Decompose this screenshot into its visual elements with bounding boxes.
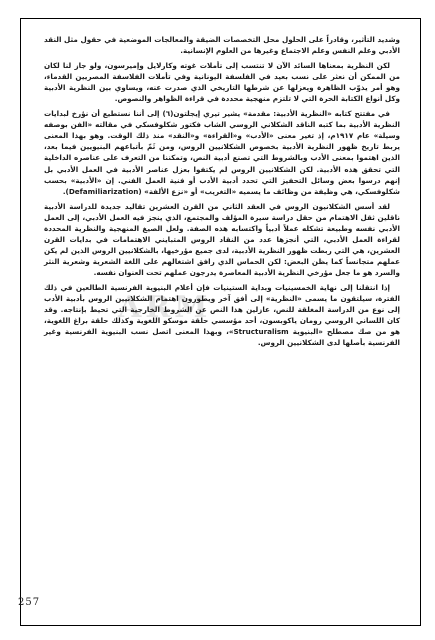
paragraph-text: إلى أننا نستطيع أن نؤرخ لبدايات النظرية الأدبية بما كتبه الناقد الشكلاني الروسي الشاب فكتور شكلوفسكي في مقالته «الفن بوصفه وسيلة» عام ١٩١٧م، إذ تغير معنى «الأدب» و«القراءة» و«النقد» منذ ذلك الوقت. وهو بهذا المعنى يربط تاريخ ظهور النظرية الأدبية بخصوص الشكلانيين الروس، ومن ثَمّ بأتباعهم البنيويين فيما بعد، الذين اهتموا بمعنى الأدب وبالشروط التي تصنع أدبية النص، وتمكننا من التعرف على عناصره الداخلية التي تحقق هذه الأدبية. لكن الشكلانيين الروس لم يكتفوا بعزل عناصر الأدبية في العمل الأدبي بل إنهم درسوا بعض وسائل التحفيز التي تحدد أدبية الأدب أو فنية العمل الفني. إن «الأدبية» بحسب شكلوفسكي، هي وظيفة من وظائف ما يسميه «التغريب» أو «نزع الألفة» xyxy=(44,109,400,196)
paragraph-text: . xyxy=(62,186,66,196)
paragraph-text: لكن النظرية بمعناها السائد الآن لا تنتسب إلى تأملات غوته وكارلايل وإميرسون، ولو جاز لنا لكان من الممكن أن نعثر على نسب بعيد في الفلسفة اليونانية وفي تأملات الفلاسفة المصريين القدماء، وهو أمر يذوّب الظاهرة ويعزلها عن شرطها التاريخي الذي صدرت عنه، ويساوي بين النظرية الأدبية وكل أنواع الكتابة الحرة التي لا تلتزم منهجية محددة في قراءة الظواهر والنصوص. xyxy=(44,61,400,104)
paragraph-text: »، وبهذا المعنى اتصل نسب البنيوية الفرنسية وغير الفرنسية بأصلها لدى الشكلانيين الروس. xyxy=(44,327,400,348)
paragraph-1 xyxy=(44,34,400,56)
paragraph-text: إذا انتقلنا إلى نهاية الخمسينيات وبداية الستينيات فإن أعلام البنيوية الفرنسية الطالعين في ذلك الفترة، سيلتقون ما يسمى «النظرية» إلى أفق آخر ويطورون اهتمام الشكلانيين الروس بأدبية الأدب إلى نوع من الدراسة المغلقة للنص، عازلين هذا النص عن الشروط الخارجية التي تحيط بإنتاجه. وقد كان اللساني الروسي رومان ياكوبسون، أحد مؤسسي حلقة موسكو اللغوية وكذلك حلقة براغ اللغوية، هو من صك مصطلح «البنيوية xyxy=(44,282,400,337)
paragraph-5 xyxy=(44,282,400,348)
footnote-marker[interactable]: (٦) xyxy=(162,109,174,119)
paragraph-text: في مفتتح كتابه «النظرية الأدبية: مقدمة» يشير تيري إيجلتون xyxy=(173,109,390,119)
page-number: 257 xyxy=(18,597,41,608)
latin-term: (Defamiliarization) xyxy=(65,186,142,196)
watermark: ARM xyxy=(118,290,212,325)
paragraph-2 xyxy=(44,60,400,104)
paragraph-text: لقد أسس الشكلانيون الروس في العقد الثاني من القرن العشرين تقاليد جديدة للدراسة الأدبية ناقلين ثقل الاهتمام من حقل دراسة سيرة المؤلف والمجتمع، الذي ينجز فيه العمل الأدبي، إلى العمل الأدبي نفسه وطبيعة تشكله عملاً أدبياً واكتسابه هذه الصفة. ولعل الصيغ المنهجية والنظرية المحددة لقراءة العمل الأدبي، التي أنجزها عدد من النقاد الروس المتبايني الاهتمامات في بدايات القرن العشرين، هي التي ربطت ظهور النظرية الأدبية، لدى جميع مؤرخيها، بالشكلانيين الروس الذين لم يكن عملهم متجانساً كما يظن البعض: لكن الحماس الذي رافق اشتغالهم على اللغة الشعرية وشعرية النثر والسرد هو ما جعل مؤرخي النظرية الأدبية المعاصرة يدرجون عملهم تحت العنوان نفسه. xyxy=(44,201,400,277)
body-text xyxy=(44,34,400,352)
paragraph-4 xyxy=(44,201,400,278)
paragraph-3 xyxy=(44,108,400,196)
latin-term: Structuralism xyxy=(233,327,289,337)
paragraph-text: وشديد التأثير، وقادراً على الحلول محل التخصصات الضيقة والمعالجات الموضعية في حقول مثل النقد الأدبي وعلم النفس وعلم الاجتماع وغيرها من العلوم الإنسانية. xyxy=(44,35,400,56)
